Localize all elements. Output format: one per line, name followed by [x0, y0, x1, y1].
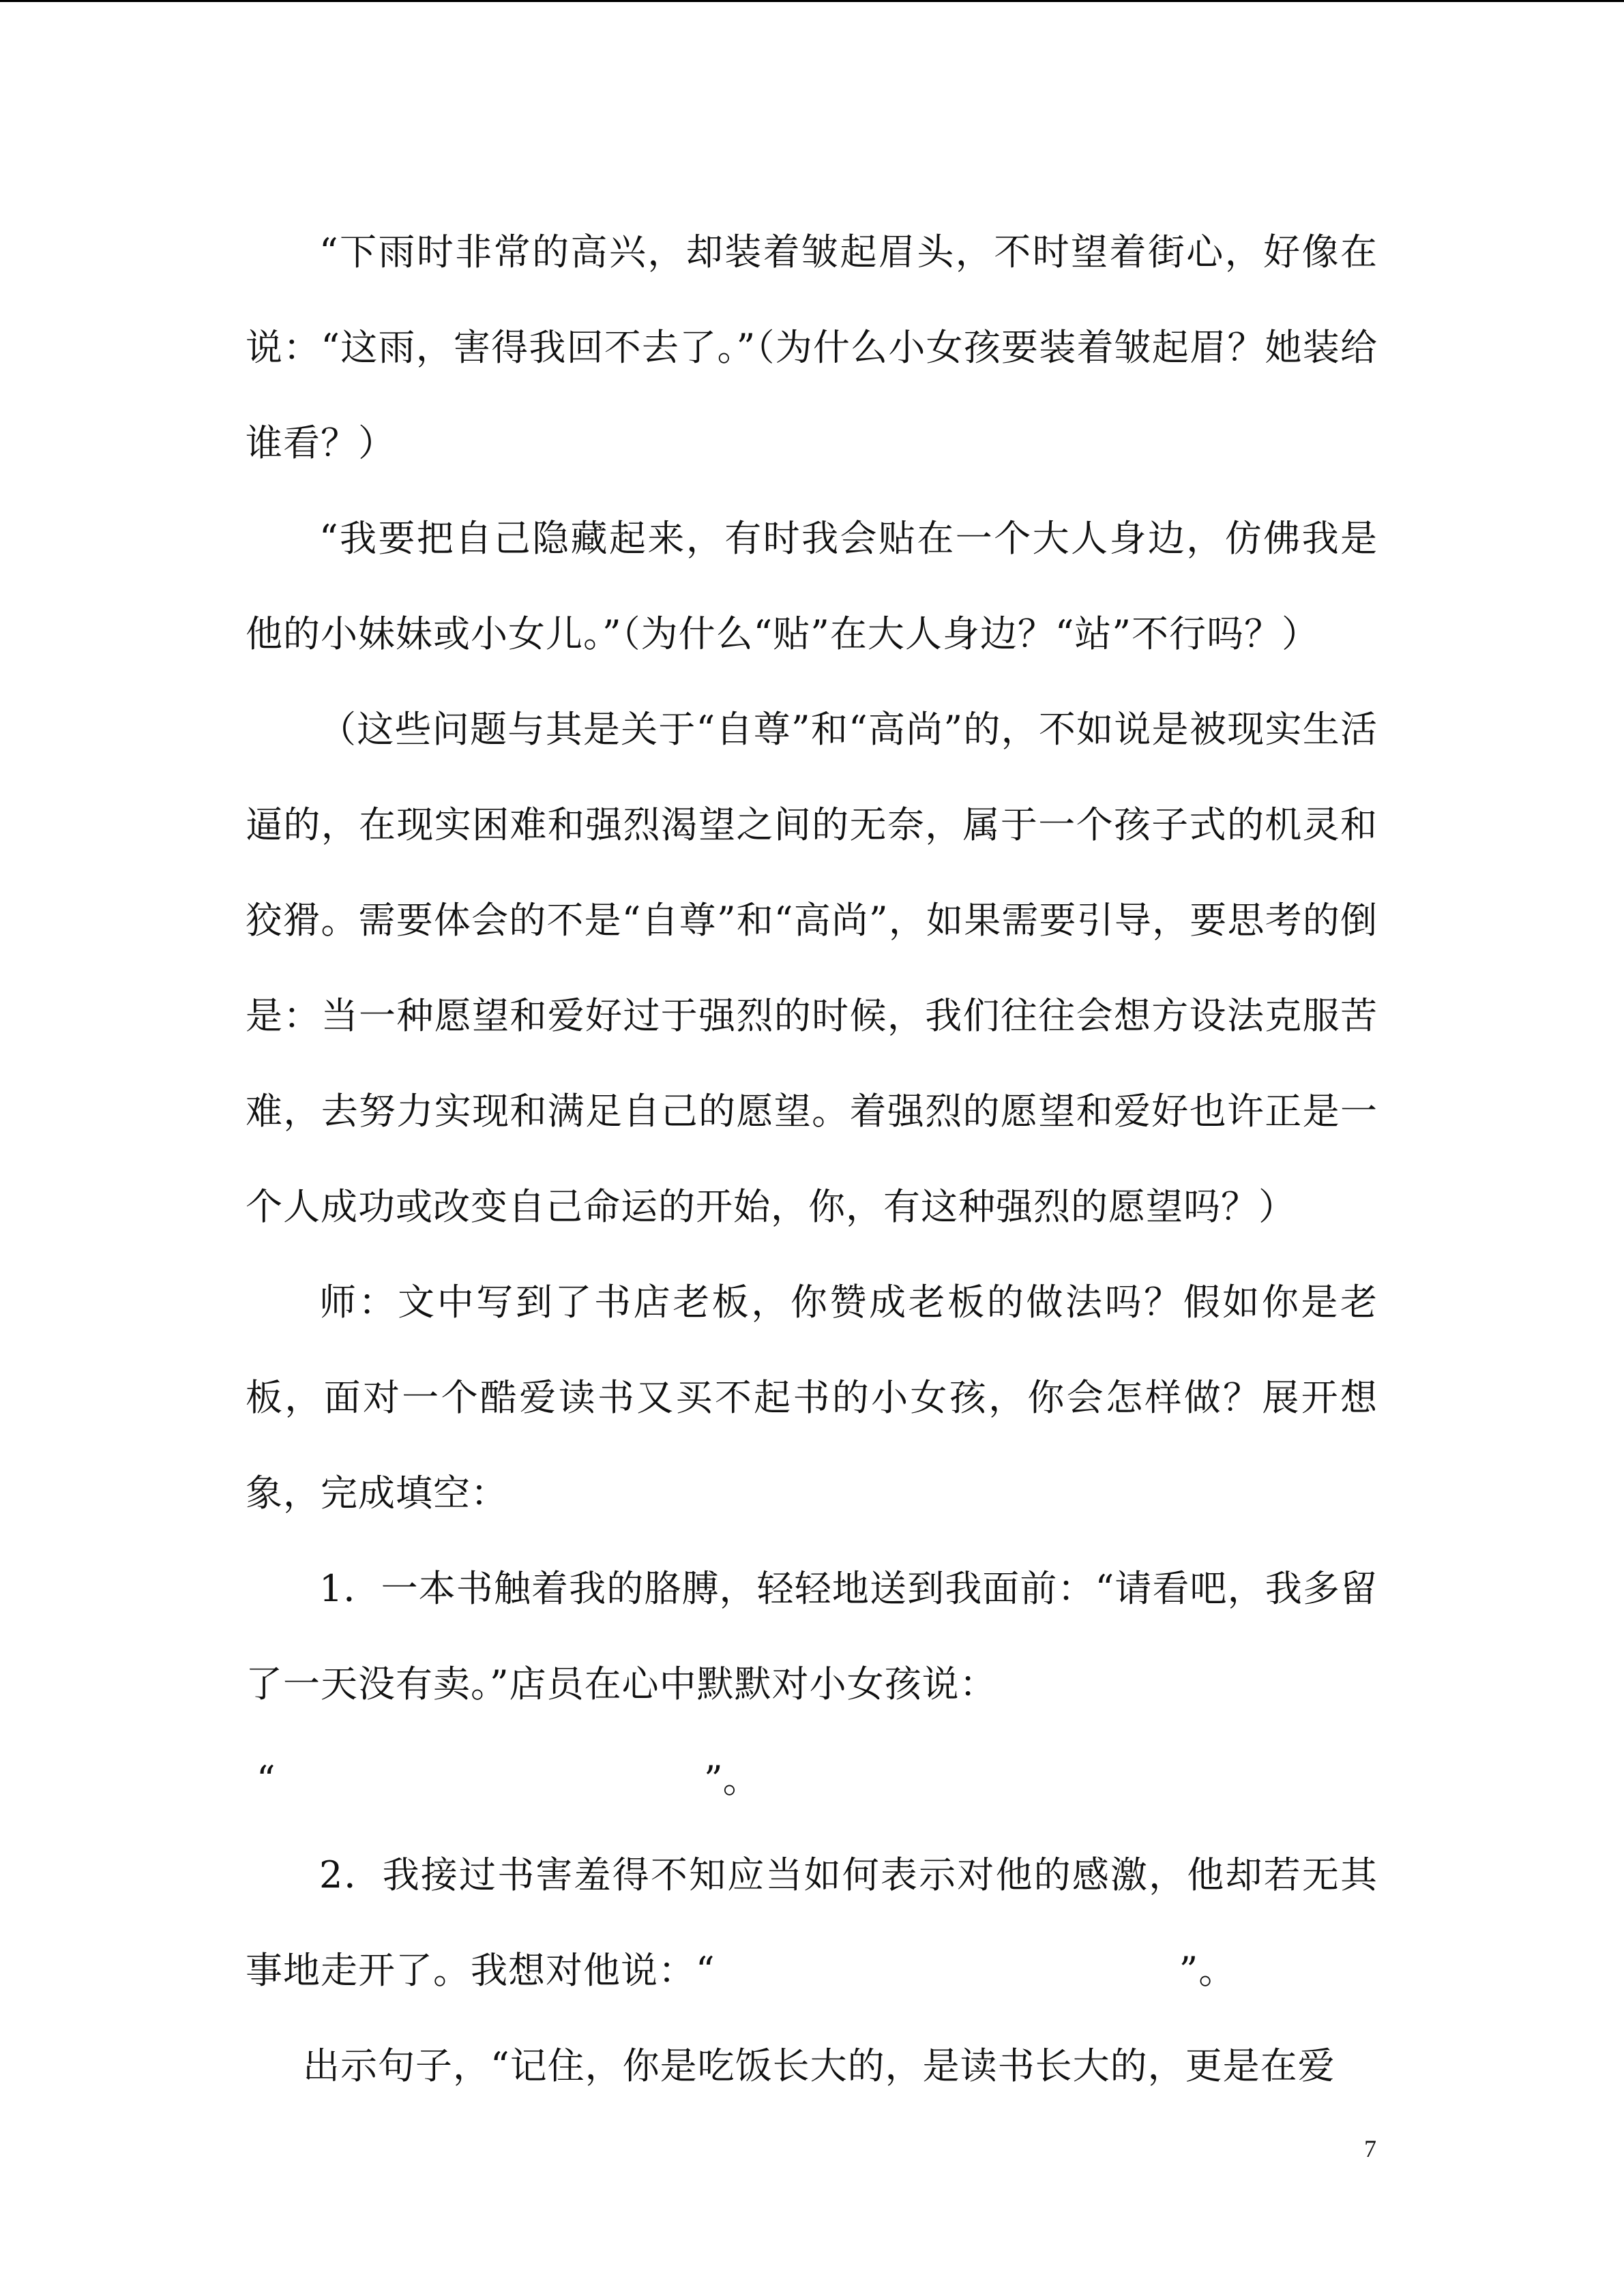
blank-close-quote: ”。	[704, 1758, 760, 1801]
paragraph-show-sentence: 出示句子，“记住，你是吃饭长大的，是读书长大的，更是在爱	[303, 2044, 1335, 2087]
fill-item-2-close: ”。	[1179, 1949, 1237, 1992]
fill-item-2-text: 2．我接过书害羞得不知应当如何表示对他的感激，他却若无其事地走开了。我想对他说：“	[246, 1853, 1378, 1992]
paragraph-explanation: （这些问题与其是关于“自尊”和“高尚”的，不如说是被现实生活逼的，在现实困难和强烈渴望之间的无奈，属于一个孩子式的机灵和狡猾。需要体会的不是“自尊”和“高尚”，如果需要引导，要思考的倒是：当一种愿望和爱好过于强烈的时候，我们往往会想方设法克服苦难，去努力实现和满足自己的愿望。着强烈的愿望和爱好也许正是一个人成功或改变自己命运的开始，你，有这种强烈的愿望吗？）	[246, 708, 1378, 1228]
paragraph-rain-quote: “下雨时非常的高兴，却装着皱起眉头，不时望着街心，好像在说：“这雨，害得我回不去了。”（为什么小女孩要装着皱起眉？她装给谁看？）	[246, 230, 1378, 464]
paragraph-hide-quote: “我要把自己隐藏起来，有时我会贴在一个大人身边，仿佛我是他的小妹妹或小女儿。”（为什么“贴”在大人身边？“站”不行吗？）	[246, 517, 1378, 655]
page-number: 7	[1364, 2135, 1376, 2162]
paragraph-teacher-question: 师：文中写到了书店老板，你赞成老板的做法吗？假如你是老板，面对一个酷爱读书又买不起书的小女孩，你会怎样做？展开想象，完成填空：	[246, 1281, 1378, 1515]
document-body	[246, 205, 1378, 2114]
fill-item-2	[246, 1828, 1378, 2018]
fill-item-1: 1．一本书触着我的胳膊，轻轻地送到我面前：“请看吧，我多留了一天没有卖。”店员在心中默默对小女孩说：	[246, 1567, 1378, 1705]
blank-open-quote: “	[256, 1758, 276, 1801]
fill-item-1-blank	[246, 1732, 1378, 1828]
top-border-line	[0, 0, 1624, 2]
